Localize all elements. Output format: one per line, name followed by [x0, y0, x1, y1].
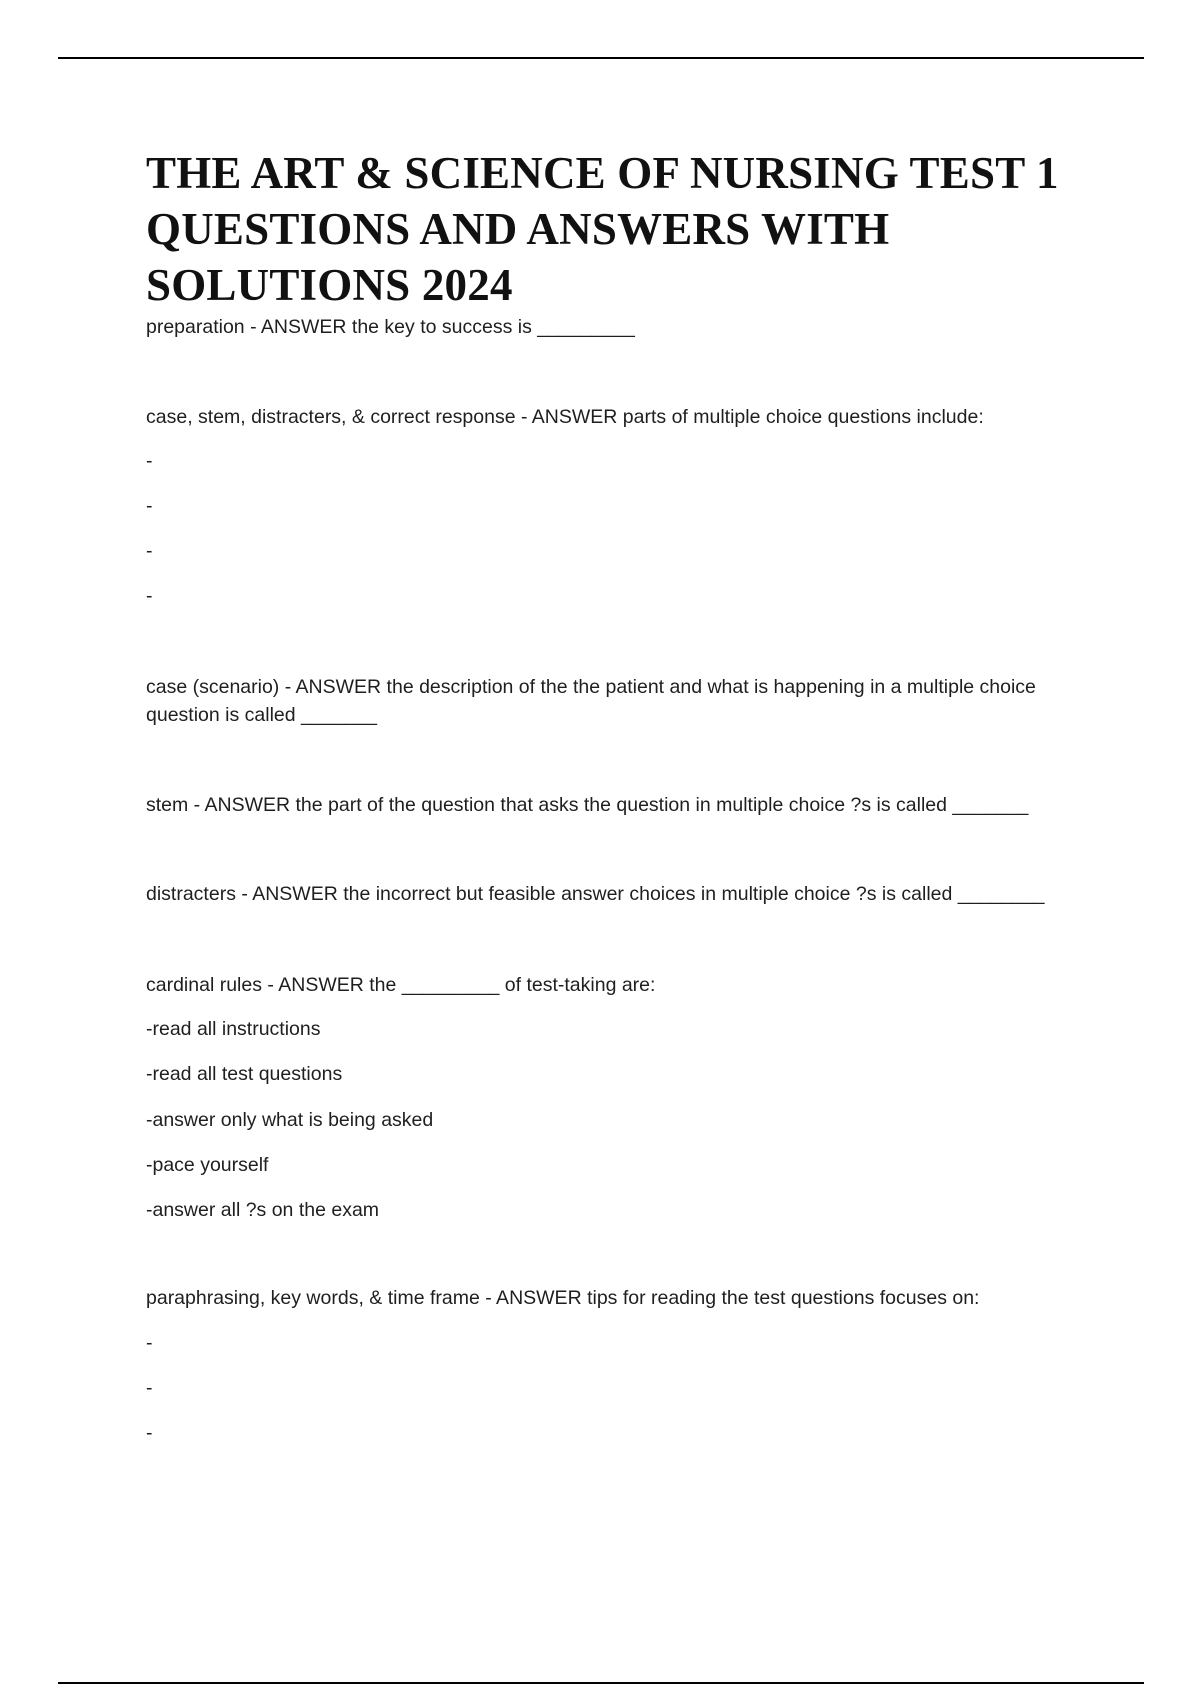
rule-item: -pace yourself [146, 1154, 269, 1176]
qa-stem: stem - ANSWER the part of the question that asks the question in multiple choice ?s is called _______ [146, 794, 1029, 816]
qa-reading-tips: paraphrasing, key words, & time frame - ANSWER tips for reading the test questions focuses on: [146, 1287, 980, 1309]
blank-bullet: - [146, 540, 153, 562]
top-divider [58, 57, 1144, 59]
rule-item: -answer only what is being asked [146, 1109, 434, 1131]
rule-item: -read all test questions [146, 1063, 343, 1085]
rule-item: -read all instructions [146, 1018, 321, 1040]
qa-preparation: preparation - ANSWER the key to success is _________ [146, 316, 635, 338]
document-title: THE ART & SCIENCE OF NURSING TEST 1 QUESTIONS AND ANSWERS WITH SOLUTIONS 2024 [146, 148, 1059, 310]
blank-bullet: - [146, 495, 153, 517]
blank-bullet: - [146, 1332, 153, 1354]
blank-bullet: - [146, 450, 153, 472]
qa-case-scenario: case (scenario) - ANSWER the description of the the patient and what is happening in a multiple choice question is called _______ [146, 676, 1036, 726]
blank-bullet: - [146, 1377, 153, 1399]
qa-multiple-choice-parts: case, stem, distracters, & correct response - ANSWER parts of multiple choice questions include: [146, 406, 984, 428]
qa-distracters: distracters - ANSWER the incorrect but feasible answer choices in multiple choice ?s is called ________ [146, 883, 1045, 905]
blank-bullet: - [146, 1422, 153, 1444]
blank-bullet: - [146, 585, 153, 607]
rule-item: -answer all ?s on the exam [146, 1199, 380, 1221]
qa-cardinal-rules: cardinal rules - ANSWER the _________ of test-taking are: [146, 974, 656, 996]
bottom-divider [58, 1682, 1144, 1684]
